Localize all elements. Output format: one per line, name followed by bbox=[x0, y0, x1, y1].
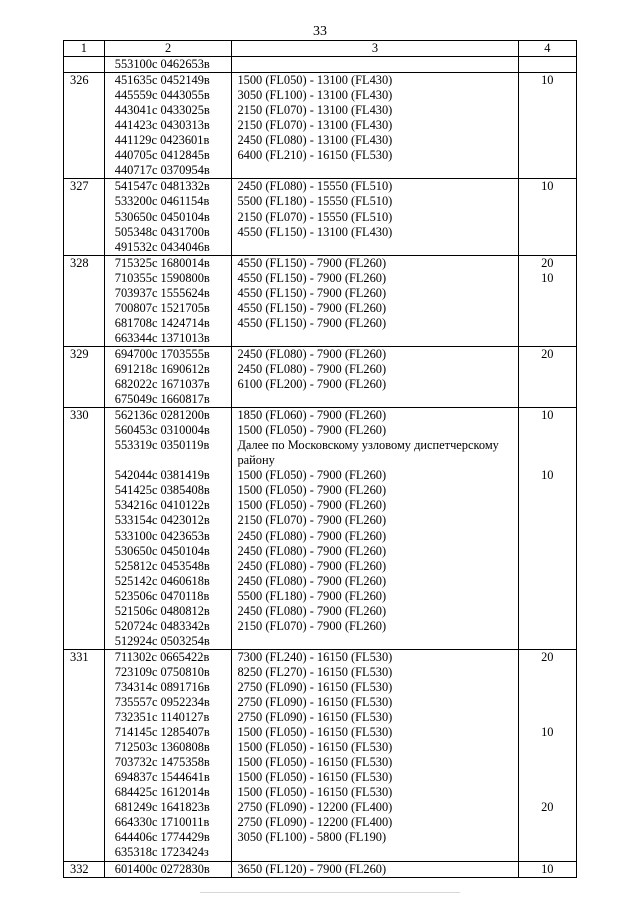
coordinate-line: 533154с 0423012в bbox=[114, 513, 210, 528]
coordinate-line: 714145с 1285407в bbox=[114, 725, 210, 740]
altitude-line: 2150 (FL070) - 7900 (FL260) bbox=[237, 513, 387, 528]
coordinate-line: 520724с 0483342в bbox=[114, 618, 210, 633]
value-cell bbox=[518, 255, 576, 346]
altitude-line: 2150 (FL070) - 13100 (FL430) bbox=[237, 103, 393, 118]
table-row bbox=[64, 408, 577, 650]
coordinate-line: 710355с 1590800в bbox=[114, 270, 210, 285]
altitude-line: 2450 (FL080) - 13100 (FL430) bbox=[237, 133, 393, 148]
table-row bbox=[64, 649, 577, 861]
value-cell bbox=[518, 649, 576, 861]
altitude-line: 2150 (FL070) - 7900 (FL260) bbox=[237, 618, 387, 633]
coordinate-line: 723109с 0750810в bbox=[114, 664, 210, 679]
altitude-line bbox=[237, 240, 517, 255]
coordinates-cell bbox=[104, 408, 232, 650]
altitude-cell bbox=[232, 649, 518, 861]
value-line bbox=[519, 148, 576, 163]
page-number: 33 bbox=[313, 24, 327, 39]
column-header-4: 4 bbox=[518, 41, 576, 57]
coordinate-line: 694837с 1544641в bbox=[114, 770, 210, 785]
coordinate-line: 703732с 1475358в bbox=[114, 755, 210, 770]
altitude-line: 5500 (FL180) - 7900 (FL260) bbox=[237, 588, 387, 603]
altitude-line: 4550 (FL150) - 7900 (FL260) bbox=[237, 285, 387, 300]
value-line bbox=[519, 133, 576, 148]
value-line bbox=[519, 559, 576, 574]
altitude-line: 2750 (FL090) - 12200 (FL400) bbox=[237, 815, 393, 830]
value-cell bbox=[518, 861, 576, 877]
value-line bbox=[519, 845, 576, 860]
coordinate-line: 553319с 0350119в bbox=[114, 438, 210, 453]
altitude-line: 1500 (FL050) - 7900 (FL260) bbox=[237, 483, 387, 498]
value-line: 20 bbox=[541, 649, 554, 664]
altitude-line: 2750 (FL090) - 16150 (FL530) bbox=[237, 710, 393, 725]
column-header-2: 2 bbox=[104, 41, 232, 57]
altitude-line: 3050 (FL100) - 5800 (FL190) bbox=[237, 830, 387, 845]
altitude-line: 1500 (FL050) - 7900 (FL260) bbox=[237, 423, 387, 438]
coordinates-cell bbox=[104, 255, 232, 346]
airspace-table bbox=[63, 40, 577, 878]
coordinates-cell bbox=[104, 861, 232, 877]
value-line bbox=[519, 392, 576, 407]
value-line bbox=[519, 680, 576, 695]
altitude-line: 2450 (FL080) - 15550 (FL510) bbox=[237, 179, 393, 194]
coordinates-cell bbox=[104, 179, 232, 255]
coordinate-line: 445559с 0443055в bbox=[114, 88, 210, 103]
value-line bbox=[519, 88, 576, 103]
value-cell bbox=[518, 346, 576, 407]
altitude-cell bbox=[232, 57, 518, 73]
coordinate-line: 542044с 0381419в bbox=[114, 468, 210, 483]
row-number-cell: 328 bbox=[64, 255, 105, 346]
coordinate-line: 644406с 1774429в bbox=[114, 830, 210, 845]
altitude-line: 2450 (FL080) - 7900 (FL260) bbox=[237, 361, 387, 376]
coordinate-line: 560453с 0310004в bbox=[114, 423, 210, 438]
value-line bbox=[519, 316, 576, 331]
coordinate-line: 541425с 0385408в bbox=[114, 483, 210, 498]
altitude-line: 2750 (FL090) - 16150 (FL530) bbox=[237, 679, 393, 694]
coordinates-cell bbox=[104, 649, 232, 861]
coordinate-line: 711302с 0665422в bbox=[114, 649, 210, 664]
value-line: 20 bbox=[541, 255, 554, 270]
coordinates-cell bbox=[104, 57, 232, 73]
value-line bbox=[519, 362, 576, 377]
altitude-line: 3050 (FL100) - 13100 (FL430) bbox=[237, 88, 393, 103]
coordinates-cell bbox=[104, 73, 232, 179]
value-cell bbox=[518, 179, 576, 255]
coordinate-line: 523506с 0470118в bbox=[114, 588, 210, 603]
altitude-line bbox=[237, 634, 517, 649]
coordinate-line: 525142с 0460618в bbox=[114, 573, 210, 588]
value-line: 20 bbox=[541, 346, 554, 361]
coordinate-line: 533100с 0423653в bbox=[114, 528, 210, 543]
coordinate-line: 441423с 0430313в bbox=[114, 118, 210, 133]
altitude-line: 2450 (FL080) - 7900 (FL260) bbox=[237, 346, 387, 361]
coordinate-line: 635318с 1723424з bbox=[114, 845, 209, 860]
coordinate-line: 525812с 0453548в bbox=[114, 558, 210, 573]
table-row bbox=[64, 179, 577, 255]
row-number-cell: 332 bbox=[64, 861, 105, 877]
altitude-line: 1850 (FL060) - 7900 (FL260) bbox=[237, 408, 387, 423]
altitude-line bbox=[237, 331, 517, 346]
coordinate-line: 443041с 0433025в bbox=[114, 103, 210, 118]
altitude-line: 3650 (FL120) - 7900 (FL260) bbox=[237, 861, 387, 876]
value-cell bbox=[518, 73, 576, 179]
coordinate-line bbox=[115, 453, 232, 468]
altitude-line bbox=[237, 392, 517, 407]
value-line bbox=[519, 194, 576, 209]
value-line: 10 bbox=[541, 408, 554, 423]
altitude-line: 6100 (FL200) - 7900 (FL260) bbox=[237, 377, 387, 392]
altitude-line: 1500 (FL050) - 16150 (FL530) bbox=[237, 725, 393, 740]
value-line: 10 bbox=[541, 468, 554, 483]
coordinate-line: 451635с 0452149в bbox=[114, 73, 210, 88]
altitude-line: 6400 (FL210) - 16150 (FL530) bbox=[237, 148, 393, 163]
altitude-line: 1500 (FL050) - 7900 (FL260) bbox=[237, 498, 387, 513]
value-line bbox=[519, 331, 576, 346]
row-number-cell bbox=[64, 57, 105, 73]
column-header-1: 1 bbox=[64, 41, 105, 57]
coordinate-line: 732351с 1140127в bbox=[114, 710, 210, 725]
coordinate-line: 734314с 0891716в bbox=[114, 679, 210, 694]
altitude-line: 2750 (FL090) - 12200 (FL400) bbox=[237, 800, 393, 815]
coordinate-line: 440705с 0412845в bbox=[114, 148, 210, 163]
value-line: 10 bbox=[541, 725, 554, 740]
value-line: 20 bbox=[541, 800, 554, 815]
coordinate-line: 682022с 1671037в bbox=[114, 377, 210, 392]
altitude-line: 2450 (FL080) - 7900 (FL260) bbox=[237, 528, 387, 543]
coordinate-line: 530650с 0450104в bbox=[114, 543, 210, 558]
coordinate-line: 664330с 1710011в bbox=[114, 815, 210, 830]
altitude-cell bbox=[232, 179, 518, 255]
altitude-line: 2450 (FL080) - 7900 (FL260) bbox=[237, 558, 387, 573]
altitude-line: 2450 (FL080) - 7900 (FL260) bbox=[237, 573, 387, 588]
value-line bbox=[519, 589, 576, 604]
coordinate-line: 533200с 0461154в bbox=[114, 194, 210, 209]
altitude-line: 4550 (FL150) - 7900 (FL260) bbox=[237, 270, 387, 285]
value-line bbox=[519, 604, 576, 619]
value-line bbox=[519, 423, 576, 438]
altitude-line: 1500 (FL050) - 16150 (FL530) bbox=[237, 785, 393, 800]
value-line bbox=[519, 770, 576, 785]
coordinate-line: 694700с 1703555в bbox=[114, 346, 210, 361]
coordinate-line: 663344с 1371013в bbox=[114, 330, 210, 345]
value-line bbox=[519, 574, 576, 589]
table-row-continuation bbox=[64, 57, 577, 73]
altitude-line: 5500 (FL180) - 15550 (FL510) bbox=[237, 194, 393, 209]
value-line bbox=[519, 118, 576, 133]
value-line bbox=[519, 163, 576, 178]
header-row bbox=[64, 41, 577, 57]
coordinate-line: 521506с 0480812в bbox=[114, 603, 210, 618]
value-line bbox=[519, 453, 576, 468]
row-number-cell: 327 bbox=[64, 179, 105, 255]
altitude-line: 4550 (FL150) - 7900 (FL260) bbox=[237, 315, 387, 330]
coordinate-line: 441129с 0423601в bbox=[114, 133, 210, 148]
altitude-line: 2150 (FL070) - 15550 (FL510) bbox=[237, 209, 393, 224]
value-line bbox=[519, 619, 576, 634]
altitude-line: 7300 (FL240) - 16150 (FL530) bbox=[237, 649, 393, 664]
value-line bbox=[519, 240, 576, 255]
value-line: 10 bbox=[541, 861, 554, 876]
table-row bbox=[64, 255, 577, 346]
coordinate-line: 512924с 0503254в bbox=[114, 633, 210, 648]
coordinate-line: 534216с 0410122в bbox=[114, 498, 210, 513]
value-line bbox=[519, 695, 576, 710]
coordinate-line: 681708с 1424714в bbox=[114, 315, 210, 330]
value-line bbox=[519, 210, 576, 225]
value-line bbox=[519, 815, 576, 830]
altitude-cell bbox=[232, 861, 518, 877]
value-line: 10 bbox=[541, 270, 554, 285]
value-line bbox=[519, 544, 576, 559]
altitude-line: 1500 (FL050) - 13100 (FL430) bbox=[237, 73, 393, 88]
value-line bbox=[519, 785, 576, 800]
altitude-line: 1500 (FL050) - 16150 (FL530) bbox=[237, 740, 393, 755]
altitude-line: 2450 (FL080) - 7900 (FL260) bbox=[237, 543, 387, 558]
value-cell bbox=[518, 57, 576, 73]
value-line bbox=[519, 665, 576, 680]
value-line bbox=[519, 498, 576, 513]
value-line bbox=[519, 529, 576, 544]
altitude-line: 2150 (FL070) - 13100 (FL430) bbox=[237, 118, 393, 133]
coordinate-line: 700807с 1521705в bbox=[114, 300, 210, 315]
table-row bbox=[64, 346, 577, 407]
coordinate-line: 562136с 0281200в bbox=[114, 408, 210, 423]
altitude-line bbox=[237, 163, 517, 178]
altitude-cell bbox=[232, 255, 518, 346]
altitude-line: 1500 (FL050) - 7900 (FL260) bbox=[237, 468, 387, 483]
row-number-cell: 326 bbox=[64, 73, 105, 179]
coordinate-line: 541547с 0481332в bbox=[114, 179, 210, 194]
table-row bbox=[64, 861, 577, 877]
value-line bbox=[519, 438, 576, 453]
altitude-line bbox=[237, 845, 517, 860]
value-line bbox=[519, 634, 576, 649]
value-line bbox=[519, 377, 576, 392]
altitude-line: 1500 (FL050) - 16150 (FL530) bbox=[237, 755, 393, 770]
altitude-line: 2750 (FL090) - 16150 (FL530) bbox=[237, 695, 393, 710]
altitude-line: 8250 (FL270) - 16150 (FL530) bbox=[237, 664, 393, 679]
altitude-line: 1500 (FL050) - 16150 (FL530) bbox=[237, 770, 393, 785]
altitude-cell bbox=[232, 346, 518, 407]
value-line bbox=[519, 513, 576, 528]
value-line bbox=[519, 483, 576, 498]
coordinates-cell bbox=[104, 346, 232, 407]
value-line bbox=[519, 755, 576, 770]
altitude-cell bbox=[232, 408, 518, 650]
value-line bbox=[519, 286, 576, 301]
value-line bbox=[519, 301, 576, 316]
table-body bbox=[64, 41, 577, 878]
coordinate-line: 684425с 1612014в bbox=[114, 785, 210, 800]
coordinate-line: 553100с 0462653в bbox=[114, 57, 210, 72]
row-number-cell: 329 bbox=[64, 346, 105, 407]
coordinate-line: 601400с 0272830в bbox=[114, 861, 210, 876]
coordinate-line: 675049с 1660817в bbox=[114, 392, 210, 407]
coordinate-line: 491532с 0434046в bbox=[114, 239, 210, 254]
coordinate-line: 735557с 0952234в bbox=[114, 695, 210, 710]
coordinate-line: 440717с 0370954в bbox=[114, 163, 210, 178]
value-line bbox=[519, 740, 576, 755]
scan-edge-line bbox=[200, 892, 460, 893]
value-line bbox=[519, 225, 576, 240]
coordinate-line: 712503с 1360808в bbox=[114, 740, 210, 755]
value-line bbox=[519, 103, 576, 118]
coordinate-line: 703937с 1555624в bbox=[114, 285, 210, 300]
value-line bbox=[519, 710, 576, 725]
table-row bbox=[64, 73, 577, 179]
value-cell bbox=[518, 408, 576, 650]
altitude-line: Далее по Московскому узловому диспетчерскому району bbox=[237, 438, 499, 468]
altitude-line: 4550 (FL150) - 7900 (FL260) bbox=[237, 255, 387, 270]
coordinate-line: 715325с 1680014в bbox=[114, 255, 210, 270]
altitude-line: 2450 (FL080) - 7900 (FL260) bbox=[237, 603, 387, 618]
value-line bbox=[519, 830, 576, 845]
value-line: 10 bbox=[541, 179, 554, 194]
altitude-line: 4550 (FL150) - 13100 (FL430) bbox=[237, 224, 393, 239]
row-number-cell: 330 bbox=[64, 408, 105, 650]
column-header-3: 3 bbox=[232, 41, 518, 57]
coordinate-line: 505348с 0431700в bbox=[114, 224, 210, 239]
altitude-line: 4550 (FL150) - 7900 (FL260) bbox=[237, 300, 387, 315]
coordinate-line: 691218с 1690612в bbox=[114, 361, 210, 376]
value-line: 10 bbox=[541, 73, 554, 88]
altitude-cell bbox=[232, 73, 518, 179]
row-number-cell: 331 bbox=[64, 649, 105, 861]
coordinate-line: 530650с 0450104в bbox=[114, 209, 210, 224]
coordinate-line: 681249с 1641823в bbox=[114, 800, 210, 815]
